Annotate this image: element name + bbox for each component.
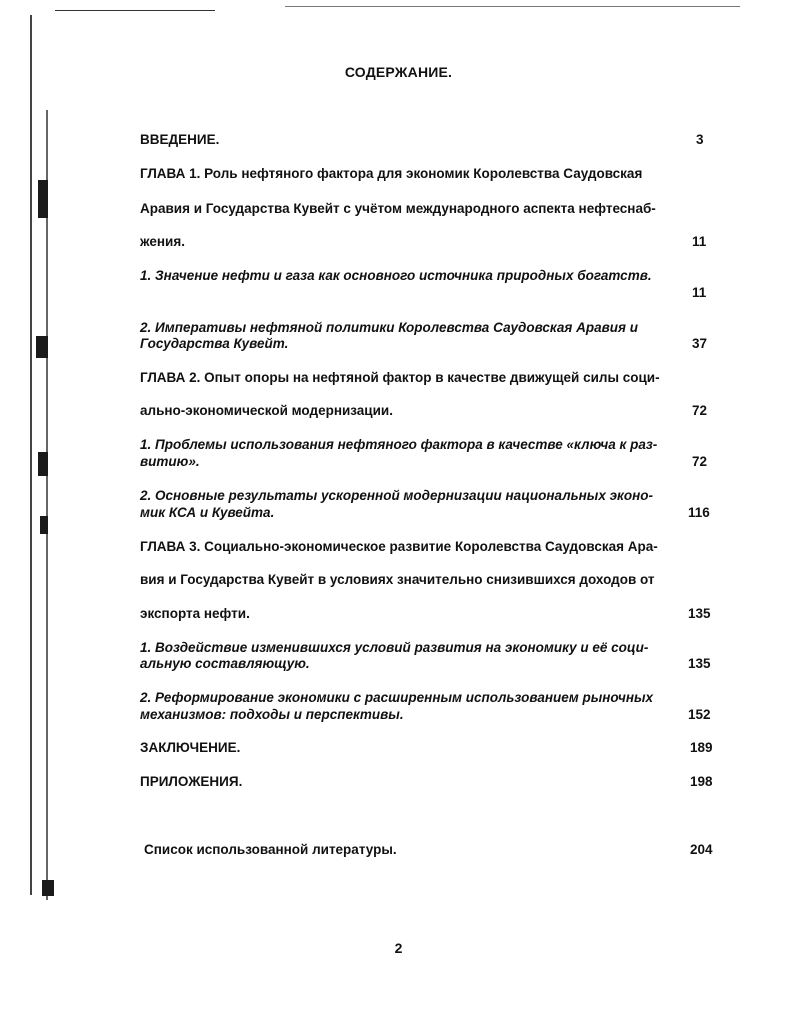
toc-section-3-2: механизмов: подходы и перспективы. — [140, 707, 404, 722]
toc-page-number: 189 — [690, 740, 713, 755]
toc-chapter-1-line: жения. — [140, 234, 185, 249]
scan-binding-edge — [30, 15, 32, 895]
toc-section-1-2: 2. Императивы нефтяной политики Королевства Саудовская Аравия и — [140, 320, 638, 335]
toc-page-number: 72 — [692, 403, 708, 418]
toc-chapter-3-line: вия и Государства Кувейт в условиях значительно снизившихся доходов от — [140, 572, 655, 587]
toc-section-2-2: мик КСА и Кувейта. — [140, 505, 275, 520]
toc-section-1-2: Государства Кувейт. — [140, 336, 289, 351]
toc-chapter-3-line: ГЛАВА 3. Социально-экономическое развитие Королевства Саудовская Ара- — [140, 539, 658, 554]
toc-page-number: 37 — [692, 336, 708, 351]
toc-appendix: ПРИЛОЖЕНИЯ. — [140, 774, 243, 789]
toc-page-number: 116 — [688, 505, 710, 520]
toc-chapter-1-line: Аравия и Государства Кувейт с учётом международного аспекта нефтеснаб- — [140, 201, 656, 216]
toc-page-number: 198 — [690, 774, 713, 789]
toc-chapter-2-line: ально-экономической модернизации. — [140, 403, 393, 418]
page-title: СОДЕРЖАНИЕ. — [344, 64, 453, 80]
page-number: 2 — [394, 940, 403, 956]
scan-artifact-mark — [38, 452, 48, 476]
toc-section-3-2: 2. Реформирование экономики с расширенным использованием рыночных — [140, 690, 654, 705]
toc-chapter-1-line: ГЛАВА 1. Роль нефтяного фактора для экономик Королевства Саудовская — [140, 166, 643, 181]
toc-page-number: 11 — [692, 234, 707, 249]
toc-section-3-1: альную составляющую. — [140, 656, 310, 671]
toc-page-number: 135 — [688, 606, 711, 621]
toc-page-number: 3 — [696, 132, 704, 147]
scan-artifact-mark — [38, 180, 48, 218]
toc-intro: ВВЕДЕНИЕ. — [140, 132, 220, 147]
scan-binding-edge — [46, 110, 48, 900]
scan-artifact-rule — [55, 10, 215, 11]
toc-section-2-1: витию». — [140, 454, 200, 469]
toc-chapter-2-line: ГЛАВА 2. Опыт опоры на нефтяной фактор в качестве движущей силы соци- — [140, 370, 660, 385]
toc-page-number: 72 — [692, 454, 708, 469]
scan-artifact-rule — [285, 6, 740, 7]
toc-page-number: 204 — [690, 842, 713, 857]
toc-page-number: 135 — [688, 656, 711, 671]
toc-section-1-1: 1. Значение нефти и газа как основного источника природных богатств. — [140, 268, 652, 283]
toc-section-3-1: 1. Воздействие изменившихся условий развития на экономику и её соци- — [140, 640, 649, 655]
toc-bibliography: Список использованной литературы. — [144, 842, 397, 857]
toc-page-number: 152 — [688, 707, 711, 722]
scan-artifact-mark — [36, 336, 48, 358]
toc-section-2-2: 2. Основные результаты ускоренной модернизации национальных эконо- — [140, 488, 654, 503]
toc-chapter-3-line: экспорта нефти. — [140, 606, 250, 621]
scan-artifact-mark — [40, 516, 48, 534]
toc-section-2-1: 1. Проблемы использования нефтяного фактора в качестве «ключа к раз- — [140, 437, 658, 452]
scan-artifact-mark — [42, 880, 54, 896]
toc-conclusion: ЗАКЛЮЧЕНИЕ. — [140, 740, 241, 755]
toc-page-number: 11 — [692, 285, 707, 300]
